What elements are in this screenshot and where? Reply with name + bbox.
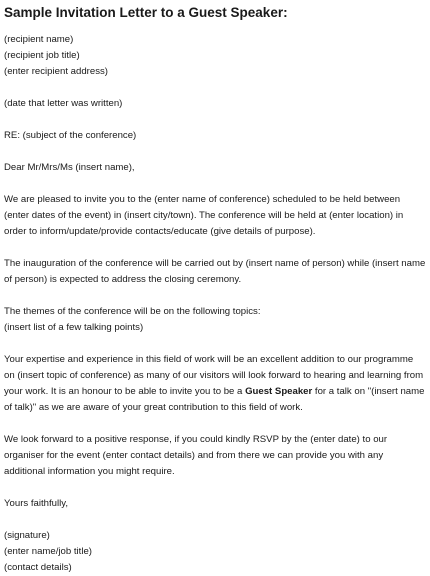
guest-speaker-bold: Guest Speaker [245, 386, 313, 397]
sender-name-title: (enter name/job title) [4, 546, 92, 557]
paragraph-inauguration: The inauguration of the conference will be carried out by (insert name of person) while (insert name of person) is expected to address the closing ceremony. [4, 258, 426, 285]
page-title: Sample Invitation Letter to a Guest Speaker: [4, 5, 288, 20]
themes-intro: The themes of the conference will be on the following topics: [4, 306, 261, 317]
recipient-job-title: (recipient job title) [4, 50, 80, 61]
paragraph-invitation: We are pleased to invite you to the (enter name of conference) scheduled to be held between (enter dates of the event) in (insert city/town). The conference will be held at (enter location) in order to inform/update/provide contacts/educate (give details of purpose). [4, 194, 404, 237]
themes-list: (insert list of a few talking points) [4, 322, 144, 333]
paragraph-rsvp: We look forward to a positive response, if you could kindly RSVP by the (enter date) to our organiser for the event (enter contact details) and from there we can provide you with any additional information you might require. [4, 434, 388, 477]
recipient-address: (enter recipient address) [4, 66, 108, 77]
sender-contact: (contact details) [4, 562, 72, 573]
expertise-text-start: Your expertise and experience in this field of work will be an excellent addition to our programme on (insert topic of conference) as many of our visitors will look forward to hearing and learning from your work. It is an honour to be able to invite you to be a [4, 354, 424, 397]
signature-block [4, 528, 426, 576]
subject-line: RE: (subject of the conference) [4, 130, 137, 141]
letter-page [4, 0, 426, 576]
salutation: Dear Mr/Mrs/Ms (insert name), [4, 162, 135, 173]
recipient-name: (recipient name) [4, 34, 74, 45]
letter-body [4, 32, 426, 576]
expertise-text-end: for a talk on "(insert name of talk)" as we are aware of your great contribution to this field of work. [4, 386, 425, 413]
paragraph-expertise [4, 352, 426, 416]
paragraph-themes [4, 304, 426, 336]
closing: Yours faithfully, [4, 498, 68, 509]
recipient-block [4, 32, 426, 80]
letter-date: (date that letter was written) [4, 98, 123, 109]
signature-line: (signature) [4, 530, 50, 541]
